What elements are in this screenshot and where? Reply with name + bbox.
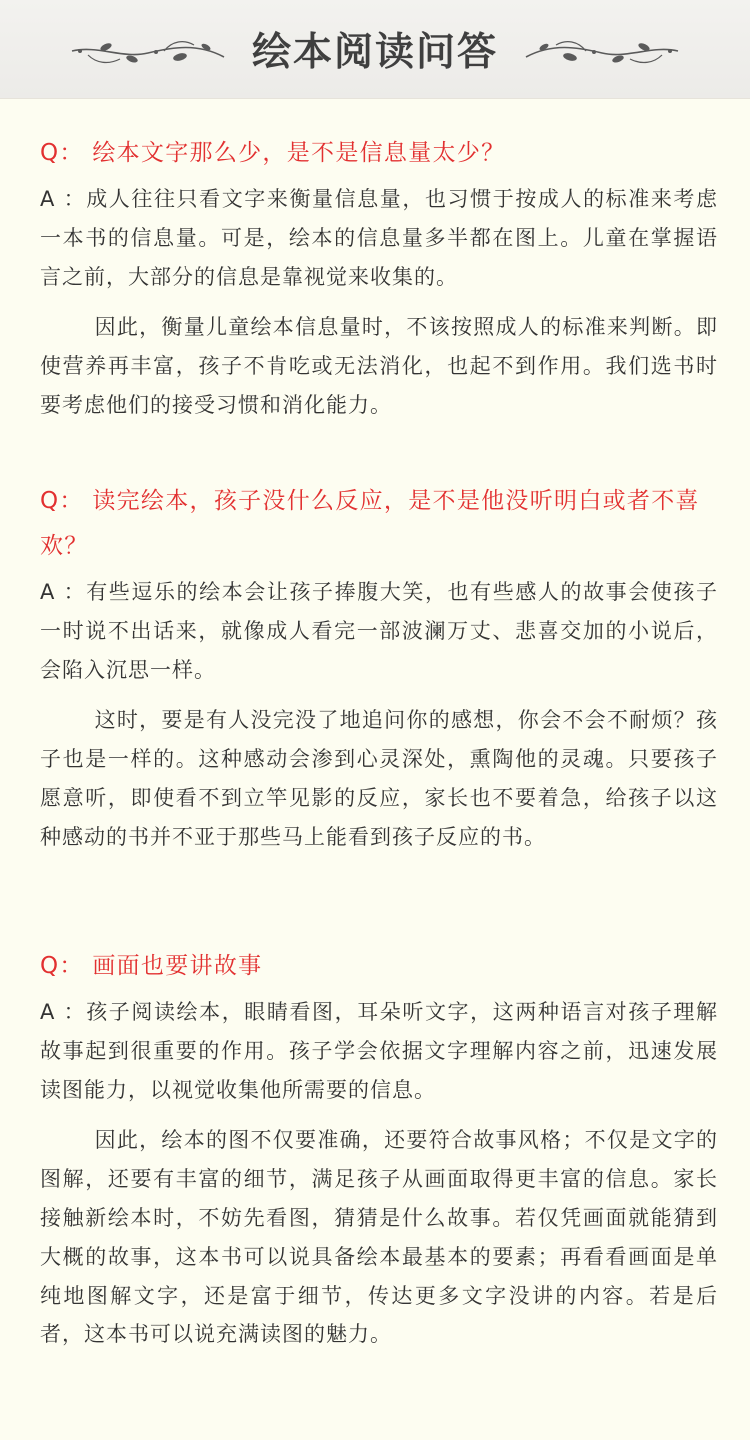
question-heading: Q： 绘本文字那么少，是不是信息量太少？ bbox=[40, 140, 506, 166]
qa-section bbox=[40, 944, 718, 1354]
qa-section bbox=[40, 479, 718, 857]
answer-paragraph: A ：孩子阅读绘本，眼睛看图，耳朵听文字，这两种语言对孩子理解故事起到很重要的作用。孩子学会依据文字理解内容之前，迅速发展读图能力，以视觉收集他所需要的信息。 bbox=[40, 1000, 718, 1102]
question-heading: Q： 画面也要讲故事 bbox=[40, 953, 263, 979]
answer-paragraph: A ：成人往往只看文字来衡量信息量，也习惯于按成人的标准来考虑一本书的信息量。可是，绘本的信息量多半都在图上。儿童在掌握语言之前，大部分的信息是靠视觉来收集的。 bbox=[40, 187, 718, 289]
question-heading: Q： 读完绘本，孩子没什么反应，是不是他没听明白或者不喜欢？ bbox=[40, 488, 700, 559]
body-paragraph: 这时，要是有人没完没了地追问你的感想，你会不会不耐烦？孩子也是一样的。这种感动会渗到心灵深处，熏陶他的灵魂。只要孩子愿意听，即使看不到立竿见影的反应，家长也不要着急，给孩子以这种感动的书并不亚于那些马上能看到孩子反应的书。 bbox=[40, 708, 718, 849]
answer-paragraph: A ：有些逗乐的绘本会让孩子捧腹大笑，也有些感人的故事会使孩子一时说不出话来，就像成人看完一部波澜万丈、悲喜交加的小说后，会陷入沉思一样。 bbox=[40, 580, 718, 682]
body-paragraph: 因此，绘本的图不仅要准确，还要符合故事风格；不仅是文字的图解，还要有丰富的细节，满足孩子从画面取得更丰富的信息。家长接触新绘本时，不妨先看图，猜猜是什么故事。若仅凭画面就能猜到大概的故事，这本书可以说具备绘本最基本的要素；再看看画面是单纯地图解文字，还是富于细节，传达更多文字没讲的内容。若是后者，这本书可以说充满读图的魅力。 bbox=[40, 1128, 718, 1347]
body-paragraph: 因此，衡量儿童绘本信息量时，不该按照成人的标准来判断。即使营养再丰富，孩子不肯吃或无法消化，也起不到作用。我们选书时要考虑他们的接受习惯和消化能力。 bbox=[40, 315, 718, 417]
floral-ornament-icon bbox=[522, 33, 682, 73]
page-header bbox=[0, 0, 750, 99]
page-title: 绘本阅读问答 bbox=[251, 29, 498, 75]
qa-section bbox=[40, 131, 718, 425]
